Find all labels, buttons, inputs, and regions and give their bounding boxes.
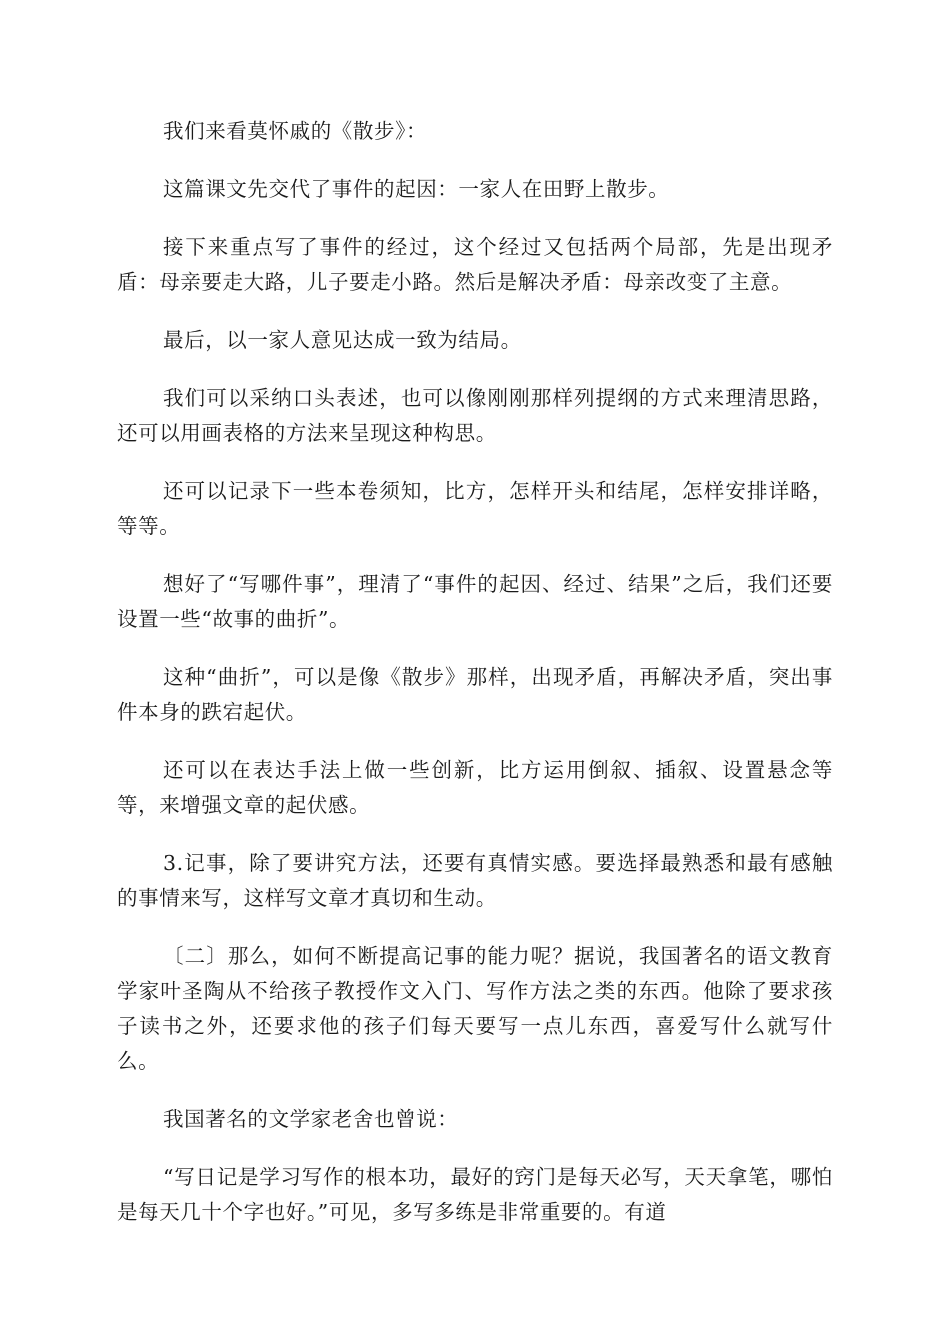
paragraph-11: 〔二〕那么，如何不断提高记事的能力呢？据说，我国著名的语文教育学家叶圣陶从不给孩子教授作文入门、写作方法之类的东西。他除了要求孩子读书之外，还要求他的孩子们每天要写一点儿东西，喜爱写什么就写什么。	[117, 944, 833, 1073]
paragraph-1: 我们来看莫怀戚的《散步》：	[163, 119, 428, 143]
paragraph-9: 还可以在表达手法上做一些创新，比方运用倒叙、插叙、设置悬念等等，来增强文章的起伏感。	[117, 758, 833, 817]
paragraph-5: 我们可以采纳口头表述，也可以像刚刚那样列提纲的方式来理清思路，还可以用画表格的方法来呈现这种构思。	[117, 386, 833, 445]
paragraph-8: 这种“曲折”，可以是像《散步》那样，出现矛盾，再解决矛盾，突出事件本身的跌宕起伏。	[117, 665, 833, 724]
paragraph-13: “写日记是学习写作的根本功，最好的窍门是每天必写，天天拿笔，哪怕是每天几十个字也好。”可见，多写多练是非常重要的。有道	[117, 1165, 833, 1224]
paragraph-7: 想好了“写哪件事”，理清了“事件的起因、经过、结果”之后，我们还要设置一些“故事的曲折”。	[117, 572, 833, 631]
paragraph-4: 最后，以一家人意见达成一致为结局。	[163, 328, 522, 352]
paragraph-3: 接下来重点写了事件的经过，这个经过又包括两个局部，先是出现矛盾：母亲要走大路，儿子要走小路。然后是解决矛盾：母亲改变了主意。	[117, 235, 833, 294]
paragraph-10: 3.记事，除了要讲究方法，还要有真情实感。要选择最熟悉和最有感触的事情来写，这样写文章才真切和生动。	[117, 851, 833, 910]
paragraph-12: 我国著名的文学家老舍也曾说：	[163, 1107, 459, 1131]
document-page	[117, 114, 833, 1253]
paragraph-2: 这篇课文先交代了事件的起因：一家人在田野上散步。	[163, 177, 670, 201]
paragraph-6: 还可以记录下一些本卷须知，比方，怎样开头和结尾，怎样安排详略，等等。	[117, 479, 833, 538]
